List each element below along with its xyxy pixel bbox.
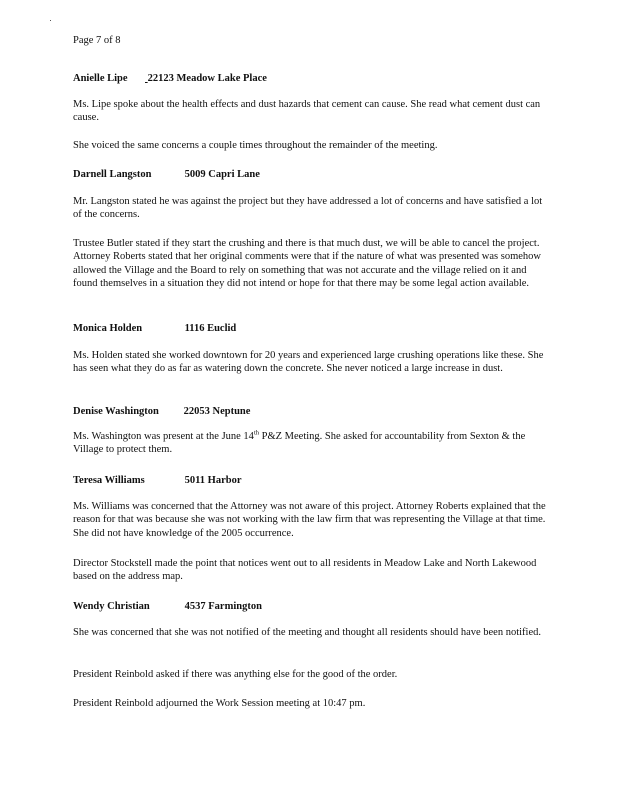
speaker-name: Wendy Christian xyxy=(73,601,150,612)
speaker-address: 22123 Meadow Lake Place xyxy=(147,73,267,84)
scan-speck xyxy=(50,20,51,21)
speaker-name: Darnell Langston xyxy=(73,169,152,180)
speaker-heading-langston xyxy=(73,168,551,181)
speaker-heading-holden xyxy=(73,322,551,335)
speaker-address: 1116 Euclid xyxy=(184,323,237,334)
speaker-name: Teresa Williams xyxy=(73,475,145,486)
paragraph xyxy=(73,430,551,457)
speaker-name: Monica Holden xyxy=(73,323,143,334)
speaker-address: 4537 Farmington xyxy=(184,601,262,612)
paragraph: Trustee Butler stated if they start the crushing and there is that much dust, we will be able to cancel the project. Attorney Roberts stated that her original comments were that if the nature of what was presented was somehow allowed the Village and the Board to rely on something that was not accurate and the village relied on it and found themselves in a situation they did not intend or hope for that there may be some legal action available. xyxy=(73,238,541,290)
page-number: Page 7 of 8 xyxy=(73,35,121,46)
paragraph-text: Ms. Washington was present at the June 14 xyxy=(73,431,254,442)
speaker-address: 5009 Capri Lane xyxy=(184,169,260,180)
paragraph: Ms. Lipe spoke about the health effects and dust hazards that cement can cause. She read what cement dust can cause. xyxy=(73,99,541,124)
speaker-name: Denise Washington xyxy=(73,406,159,417)
speaker-heading-lipe xyxy=(73,72,551,85)
speaker-heading-williams xyxy=(73,474,551,487)
paragraph: She was concerned that she was not notified of the meeting and thought all residents should have been notified. xyxy=(73,627,542,638)
paragraph: She voiced the same concerns a couple times throughout the remainder of the meeting. xyxy=(73,140,438,151)
speaker-heading-washington xyxy=(73,405,551,418)
paragraph-text: P&Z Meeting. She asked for accountability from Sexton & the Village to protect them. xyxy=(73,431,526,456)
speaker-heading-christian xyxy=(73,600,551,613)
paragraph: President Reinbold asked if there was anything else for the good of the order. xyxy=(73,669,398,680)
speaker-address: 22053 Neptune xyxy=(183,406,251,417)
ordinal-suffix: th xyxy=(253,429,259,437)
speaker-address: 5011 Harbor xyxy=(184,475,242,486)
paragraph: Director Stockstell made the point that notices went out to all residents in Meadow Lake and North Lakewood based on the address map. xyxy=(73,558,537,583)
paragraph: Mr. Langston stated he was against the project but they have addressed a lot of concerns and have satisfied a lot of the concerns. xyxy=(73,196,543,221)
paragraph: Ms. Williams was concerned that the Attorney was not aware of this project. Attorney Roberts explained that the reason for that was because she was not working with the law firm that was representing the Village at that time. She did not have knowledge of the 2005 occurrence. xyxy=(73,501,546,539)
paragraph: Ms. Holden stated she worked downtown for 20 years and experienced large crushing operations like these. She has seen what they do as far as watering down the concrete. She never noticed a large increase in dust. xyxy=(73,350,544,375)
speaker-name: Anielle Lipe xyxy=(73,73,128,84)
paragraph: President Reinbold adjourned the Work Session meeting at 10:47 pm. xyxy=(73,698,366,709)
